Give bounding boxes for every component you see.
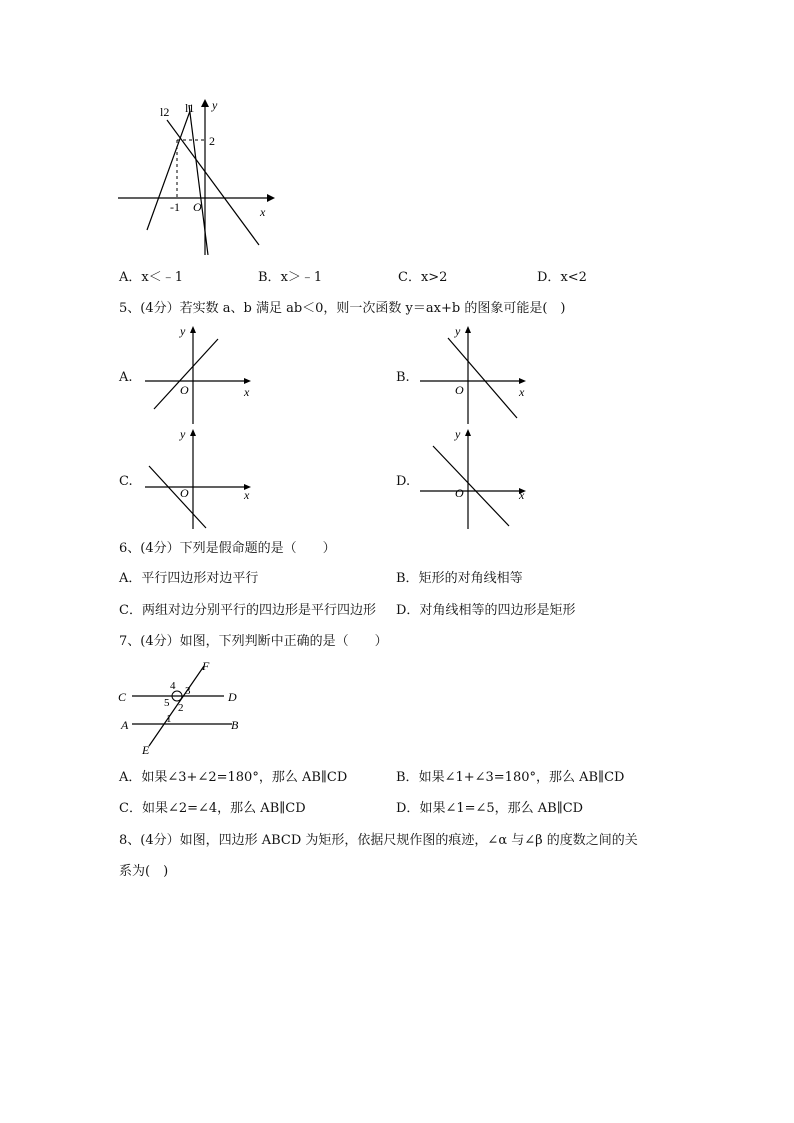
q7-option-b[interactable] <box>396 770 624 786</box>
option-text: 如果∠1+∠3=180°，那么 AB∥CD <box>418 770 625 785</box>
label-F: F <box>202 659 210 673</box>
q4-option-d[interactable] <box>537 270 587 286</box>
q8-stem-line1: 8、(4分）如图，四边形 ABCD 为矩形，依据尺规作图的痕迹，∠α 与∠β 的度数之间的关 <box>119 833 638 848</box>
option-letter: C． <box>119 603 142 618</box>
label-angle-1: 1 <box>166 713 172 725</box>
label-y: y <box>455 427 461 441</box>
x-axis-arrow <box>244 378 251 384</box>
label-origin: O <box>180 486 189 500</box>
label-l2: l2 <box>160 105 170 119</box>
label-minus-one: -1 <box>170 200 180 214</box>
y-axis-arrow <box>201 99 209 107</box>
label-x: x <box>260 205 266 219</box>
q5-option-d-letter[interactable]: D. <box>396 474 411 489</box>
q6-option-a[interactable] <box>119 571 258 587</box>
q5-graph-b[interactable] <box>415 322 535 424</box>
option-text: 如果∠3+∠2=180°，那么 AB∥CD <box>141 770 348 785</box>
option-letter: C． <box>398 270 421 285</box>
line-rising <box>147 111 190 230</box>
q5-option-c-letter[interactable]: C. <box>119 474 133 489</box>
y-axis-arrow <box>465 326 471 333</box>
q7-option-c[interactable] <box>119 801 306 817</box>
q6-option-b[interactable] <box>396 571 523 587</box>
label-angle-2: 2 <box>178 702 184 714</box>
graph-line <box>154 339 218 409</box>
label-origin: O <box>180 383 189 397</box>
q7-figure <box>114 656 249 758</box>
option-letter: B． <box>396 571 419 586</box>
label-y: y <box>212 98 218 112</box>
option-letter: B． <box>396 770 419 785</box>
option-text: 如果∠1=∠5，那么 AB∥CD <box>419 801 584 816</box>
label-origin: O <box>193 200 202 214</box>
q5-option-b-letter[interactable]: B. <box>396 370 410 385</box>
q4-option-a[interactable] <box>119 270 183 286</box>
option-text: x＞﹣1 <box>280 270 323 285</box>
label-origin: O <box>455 486 464 500</box>
label-D: D <box>228 690 237 704</box>
option-text: x>2 <box>420 270 448 285</box>
option-letter: D． <box>396 801 420 816</box>
q5-stem: 5、(4分）若实数 a、b 满足 ab＜0，则一次函数 y＝ax+b 的图象可能是( ) <box>119 301 566 316</box>
label-x: x <box>519 385 525 399</box>
label-x: x <box>519 488 525 502</box>
label-angle-5: 5 <box>164 697 170 709</box>
option-text: 如果∠2=∠4，那么 AB∥CD <box>141 801 306 816</box>
graph-line <box>448 338 517 418</box>
option-text: 平行四边形对边平行 <box>141 571 259 586</box>
option-text: 矩形的对角线相等 <box>418 571 523 586</box>
label-x: x <box>244 385 250 399</box>
option-letter: D． <box>537 270 561 285</box>
y-axis-arrow <box>465 429 471 436</box>
label-E: E <box>142 743 150 757</box>
label-two: 2 <box>209 134 215 148</box>
label-l1: l1 <box>185 101 195 115</box>
label-angle-4: 4 <box>170 680 176 692</box>
q7-stem: 7、(4分）如图，下列判断中正确的是（ ） <box>119 634 388 649</box>
label-x: x <box>244 488 250 502</box>
graph-line <box>433 446 509 526</box>
q6-option-c[interactable] <box>119 603 376 619</box>
label-B: B <box>231 718 239 732</box>
option-text: x<2 <box>560 270 587 285</box>
y-axis-arrow <box>190 326 196 333</box>
label-y: y <box>455 324 461 338</box>
q6-option-d[interactable] <box>396 603 575 619</box>
option-letter: C． <box>119 801 142 816</box>
option-text: 对角线相等的四边形是矩形 <box>419 603 576 618</box>
label-y: y <box>180 427 186 441</box>
label-origin: O <box>455 383 464 397</box>
label-angle-3: 3 <box>185 685 191 697</box>
label-C: C <box>118 690 127 704</box>
q4-option-b[interactable] <box>258 270 322 286</box>
q4-option-c[interactable] <box>398 270 447 286</box>
line-ef <box>149 666 204 746</box>
graph-line <box>149 466 206 528</box>
q8-stem-line2: 系为( ) <box>119 864 169 879</box>
q5-graph-d[interactable] <box>415 425 535 529</box>
option-letter: B． <box>258 270 281 285</box>
option-text: 两组对边分别平行的四边形是平行四边形 <box>141 603 376 618</box>
x-axis-arrow <box>267 194 275 202</box>
y-axis-arrow <box>190 429 196 436</box>
q5-graph-c[interactable] <box>140 425 260 529</box>
option-letter: A． <box>119 770 142 785</box>
q4-graph <box>112 95 282 255</box>
option-letter: A． <box>119 571 142 586</box>
option-letter: A． <box>119 270 142 285</box>
q7-option-a[interactable] <box>119 770 347 786</box>
label-y: y <box>180 324 186 338</box>
q7-option-d[interactable] <box>396 801 583 817</box>
option-text: x＜﹣1 <box>141 270 183 285</box>
q6-stem: 6、(4分）下列是假命题的是（ ） <box>119 541 336 556</box>
option-letter: D． <box>396 603 420 618</box>
q5-option-a-letter[interactable]: A. <box>119 370 133 385</box>
q5-graph-a[interactable] <box>140 322 260 424</box>
label-A: A <box>121 718 129 732</box>
x-axis-arrow <box>519 378 526 384</box>
